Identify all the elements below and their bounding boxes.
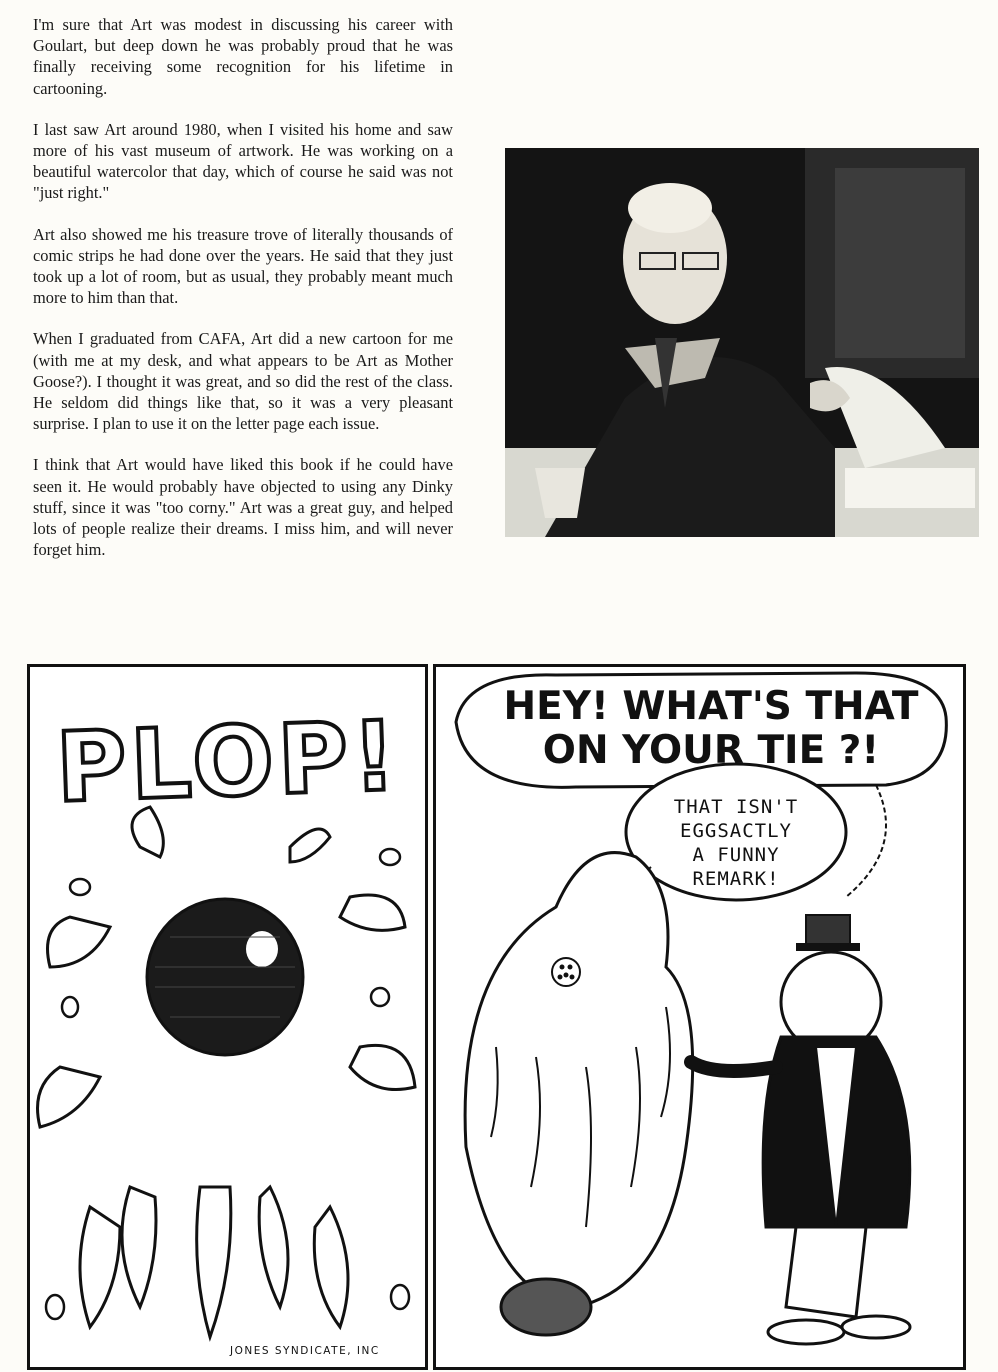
article-text <box>33 14 453 580</box>
reply-line-2: EGGSACTLY <box>680 820 792 842</box>
paragraph-1: I'm sure that Art was modest in discussing his career with Goulart, but deep down he was probably proud that he was finally receiving some recognition for his lifetime in cartooning. <box>33 15 453 98</box>
reply-line-3: A FUNNY <box>692 844 780 866</box>
comic-panel-tie <box>433 664 966 1370</box>
paragraph-2: I last saw Art around 1980, when I visited his home and saw more of his vast museum of artwork. He was working on a beautiful watercolor that day, which of course he said was not "just right." <box>33 119 453 203</box>
artist-photo <box>505 148 979 537</box>
reply-balloon <box>636 795 836 891</box>
paragraph-3: Art also showed me his treasure trove of literally thousands of comic strips he had done over the years. He said that they just took up a lot of room, but as usual, they probably meant much more to him than that. <box>33 224 453 308</box>
plop-sound-effect: PLOP! <box>54 700 402 824</box>
comic-panel-plop <box>27 664 428 1370</box>
paragraph-5: I think that Art would have liked this book if he could have seen it. He would probably have objected to using any Dinky stuff, since it was "too corny." Art was a great guy, and helped lots of people realize their dreams. I miss him, and will never forget him. <box>33 455 453 560</box>
shout-balloon <box>476 685 946 773</box>
shout-line-2: ON YOUR TIE ?! <box>542 728 880 773</box>
reply-line-4: REMARK! <box>692 868 780 890</box>
shout-line-1: HEY! WHAT'S THAT <box>503 684 919 729</box>
syndicate-credit: JONES SYNDICATE, INC <box>230 1345 380 1357</box>
reply-line-1: THAT ISN'T <box>673 796 799 818</box>
paragraph-4: When I graduated from CAFA, Art did a new cartoon for me (with me at my desk, and what appears to be Art as Mother Goose?). I thought it was great, and so did the rest of the class. He seldom did things like that, so it was a very pleasant surprise. I plan to use it on the letter page each issue. <box>33 329 453 434</box>
